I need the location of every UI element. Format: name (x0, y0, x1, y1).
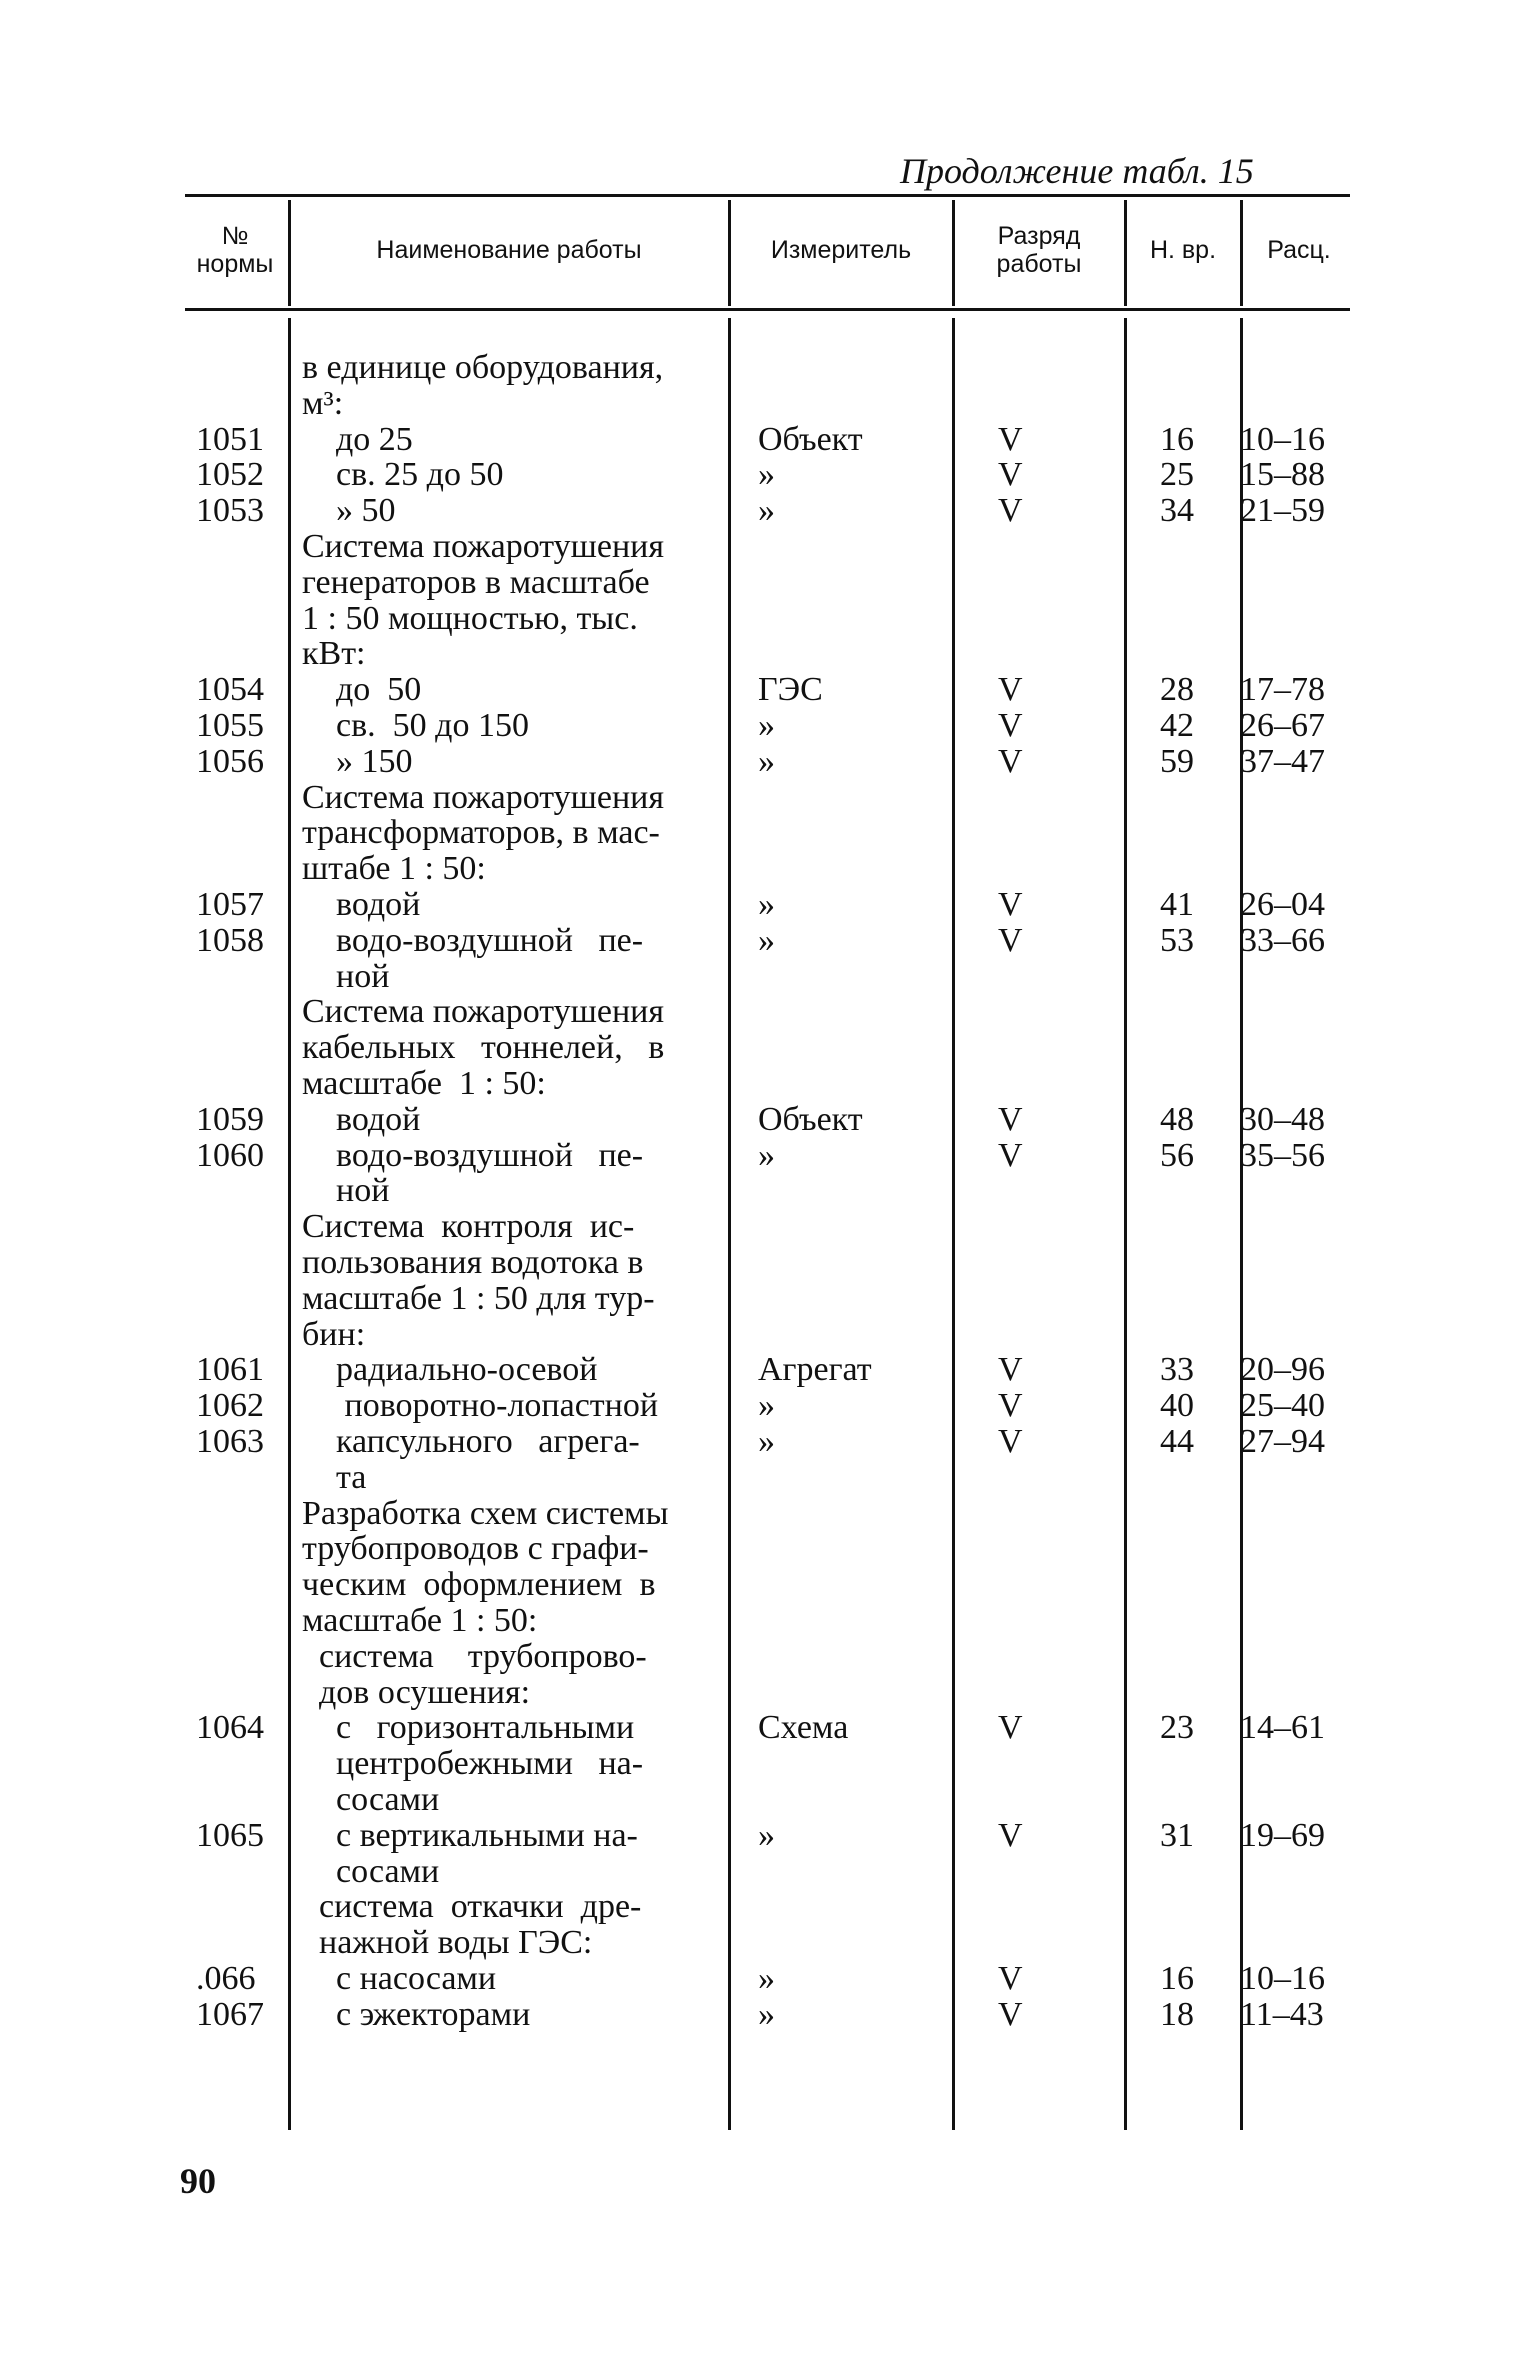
grade-cell: V (998, 492, 1023, 530)
price-cell: 11–43 (1240, 1995, 1324, 2033)
grade-cell: V (998, 921, 1023, 959)
description-line: » 50 (302, 492, 396, 530)
header-unit: Измеритель (770, 236, 912, 264)
hours-cell: 41 (1160, 886, 1194, 923)
description-line: ческим оформлением в (302, 1566, 656, 1604)
grade-cell: V (998, 1136, 1023, 1174)
price-cell: 21–59 (1240, 492, 1325, 530)
grade-cell: V (998, 742, 1023, 780)
description-line: трубопроводов с графи- (302, 1530, 649, 1568)
hours-cell: 25 (1160, 456, 1194, 494)
description-line: Система пожаротушения (302, 528, 664, 565)
description-line: система трубопрово- (302, 1637, 647, 1675)
grade-cell: V (998, 1995, 1023, 2033)
description-line: генераторов в масштабе (302, 563, 650, 601)
description-line: водой (302, 1100, 421, 1138)
hours-cell: 44 (1160, 1423, 1194, 1460)
description-line: сосами (302, 1852, 440, 1890)
description-line: Разработка схем системы (302, 1494, 669, 1532)
hours-cell: 34 (1160, 492, 1194, 530)
description-line: пользования водотока в (302, 1244, 644, 1281)
description-line: капсульного агрега- (302, 1423, 640, 1460)
col-divider-body-1 (288, 318, 291, 2130)
description-line: до 25 (302, 420, 413, 458)
grade-cell: V (998, 1351, 1023, 1389)
description-line: Система контроля ис- (302, 1208, 635, 1246)
norm-number: 1059 (196, 1100, 264, 1138)
col-divider-header-3 (952, 200, 955, 306)
description-line: кабельных тоннелей, в (302, 1029, 665, 1067)
price-cell: 35–56 (1240, 1136, 1325, 1174)
grade-cell: V (998, 1387, 1023, 1425)
col-divider-header-2 (728, 200, 731, 306)
description-line: радиально-осевой (302, 1351, 598, 1389)
description-line: св. 50 до 150 (302, 707, 529, 744)
price-cell: 30–48 (1240, 1100, 1325, 1138)
grade-cell: V (998, 707, 1023, 744)
unit-cell: » (758, 921, 775, 959)
unit-cell: » (758, 1960, 775, 1997)
unit-cell: » (758, 456, 775, 494)
col-divider-body-5 (1240, 318, 1243, 2130)
description-line: масштабе 1 : 50: (302, 1065, 546, 1102)
unit-cell: Объект (758, 1100, 863, 1138)
grade-cell: V (998, 886, 1023, 923)
norm-number: 1051 (196, 420, 264, 458)
norm-number: 1057 (196, 886, 264, 923)
price-cell: 37–47 (1240, 742, 1325, 780)
col-divider-body-4 (1124, 318, 1127, 2130)
price-cell: 10–16 (1240, 1960, 1325, 1997)
description-line: водо-воздушной пе- (302, 921, 644, 959)
description-line: Система пожаротушения (302, 993, 664, 1031)
unit-cell: » (758, 707, 775, 744)
description-line: с горизонтальными (302, 1709, 635, 1747)
hours-cell: 42 (1160, 707, 1194, 744)
hours-cell: 56 (1160, 1136, 1194, 1174)
grade-cell: V (998, 1960, 1023, 1997)
norm-number: 1055 (196, 707, 264, 744)
description-line: масштабе 1 : 50 для тур- (302, 1279, 655, 1317)
norm-number: 1063 (196, 1423, 264, 1460)
hours-cell: 33 (1160, 1351, 1194, 1389)
hours-cell: 18 (1160, 1995, 1194, 2033)
description-line: м³: (302, 384, 344, 422)
col-divider-body-3 (952, 318, 955, 2130)
price-cell: 33–66 (1240, 921, 1325, 959)
unit-cell: » (758, 492, 775, 530)
table-top-rule (185, 194, 1350, 197)
grade-cell: V (998, 1100, 1023, 1138)
header-hours: Н. вр. (1149, 236, 1217, 264)
unit-cell: » (758, 1387, 775, 1425)
description-line: система откачки дре- (302, 1888, 642, 1926)
col-divider-header-5 (1240, 200, 1243, 306)
price-cell: 19–69 (1240, 1816, 1325, 1854)
description-line: Система пожаротушения (302, 778, 664, 816)
grade-cell: V (998, 420, 1023, 458)
price-cell: 15–88 (1240, 456, 1325, 494)
page-number: 90 (180, 2161, 216, 2201)
description-line: бин: (302, 1315, 366, 1353)
description-line: кВт: (302, 635, 366, 673)
description-line: ной (302, 1172, 390, 1210)
unit-cell: Агрегат (758, 1351, 872, 1389)
grade-cell: V (998, 1709, 1023, 1747)
description-line: водой (302, 886, 421, 923)
grade-cell: V (998, 1816, 1023, 1854)
description-line: штабе 1 : 50: (302, 850, 486, 888)
hours-cell: 16 (1160, 1960, 1194, 1997)
description-line: 1 : 50 мощностью, тыс. (302, 599, 638, 637)
description-line: масштабе 1 : 50: (302, 1602, 538, 1639)
grade-cell: V (998, 456, 1023, 494)
header-grade: Разряд работы (996, 222, 1082, 278)
norm-number: 1065 (196, 1816, 264, 1854)
unit-cell: » (758, 742, 775, 780)
hours-cell: 16 (1160, 420, 1194, 458)
description-line: сосами (302, 1781, 440, 1818)
price-cell: 20–96 (1240, 1351, 1325, 1389)
norm-number: 1061 (196, 1351, 264, 1389)
price-cell: 26–04 (1240, 886, 1325, 923)
unit-cell: » (758, 1816, 775, 1854)
hours-cell: 28 (1160, 671, 1194, 709)
unit-cell: » (758, 886, 775, 923)
unit-cell: » (758, 1423, 775, 1460)
col-divider-header-4 (1124, 200, 1127, 306)
hours-cell: 53 (1160, 921, 1194, 959)
table-header-rule (185, 308, 1350, 311)
price-cell: 14–61 (1240, 1709, 1325, 1747)
norm-number: .066 (196, 1960, 256, 1997)
description-line: нажной воды ГЭС: (302, 1924, 593, 1962)
description-line: с вертикальными на- (302, 1816, 638, 1854)
norm-number: 1060 (196, 1136, 264, 1174)
description-line: центробежными на- (302, 1745, 644, 1783)
unit-cell: » (758, 1995, 775, 2033)
norm-number: 1054 (196, 671, 264, 709)
unit-cell: Объект (758, 420, 863, 458)
description-line: водо-воздушной пе- (302, 1136, 644, 1174)
description-line: с насосами (302, 1960, 497, 1997)
description-line: св. 25 до 50 (302, 456, 504, 494)
norm-number: 1062 (196, 1387, 264, 1425)
unit-cell: Схема (758, 1709, 849, 1747)
col-divider-body-2 (728, 318, 731, 2130)
hours-cell: 31 (1160, 1816, 1194, 1854)
unit-cell: ГЭС (758, 671, 823, 709)
description-line: трансформаторов, в мас- (302, 814, 660, 852)
description-line: до 50 (302, 671, 422, 709)
norm-number: 1058 (196, 921, 264, 959)
norm-number: 1067 (196, 1995, 264, 2033)
norm-number: 1053 (196, 492, 264, 530)
description-line: ной (302, 957, 390, 995)
description-line: в единице оборудования, (302, 349, 664, 386)
table-caption: Продолжение табл. 15 (900, 151, 1254, 191)
price-cell: 10–16 (1240, 420, 1325, 458)
norm-number: 1064 (196, 1709, 264, 1747)
grade-cell: V (998, 1423, 1023, 1460)
norm-number: 1052 (196, 456, 264, 494)
description-line: с эжекторами (302, 1995, 531, 2033)
price-cell: 26–67 (1240, 707, 1325, 744)
price-cell: 25–40 (1240, 1387, 1325, 1425)
hours-cell: 59 (1160, 742, 1194, 780)
col-divider-header-1 (288, 200, 291, 306)
description-line: поворотно-лопастной (302, 1387, 659, 1425)
unit-cell: » (758, 1136, 775, 1174)
header-name: Наименование работы (376, 236, 642, 264)
header-num: № нормы (196, 222, 274, 278)
hours-cell: 40 (1160, 1387, 1194, 1425)
hours-cell: 23 (1160, 1709, 1194, 1747)
price-cell: 17–78 (1240, 671, 1325, 709)
price-cell: 27–94 (1240, 1423, 1325, 1460)
description-line: дов осушения: (302, 1673, 531, 1711)
norm-number: 1056 (196, 742, 264, 780)
grade-cell: V (998, 671, 1023, 709)
description-line: та (302, 1458, 367, 1496)
hours-cell: 48 (1160, 1100, 1194, 1138)
description-line: » 150 (302, 742, 413, 780)
header-price: Расц. (1267, 236, 1331, 264)
